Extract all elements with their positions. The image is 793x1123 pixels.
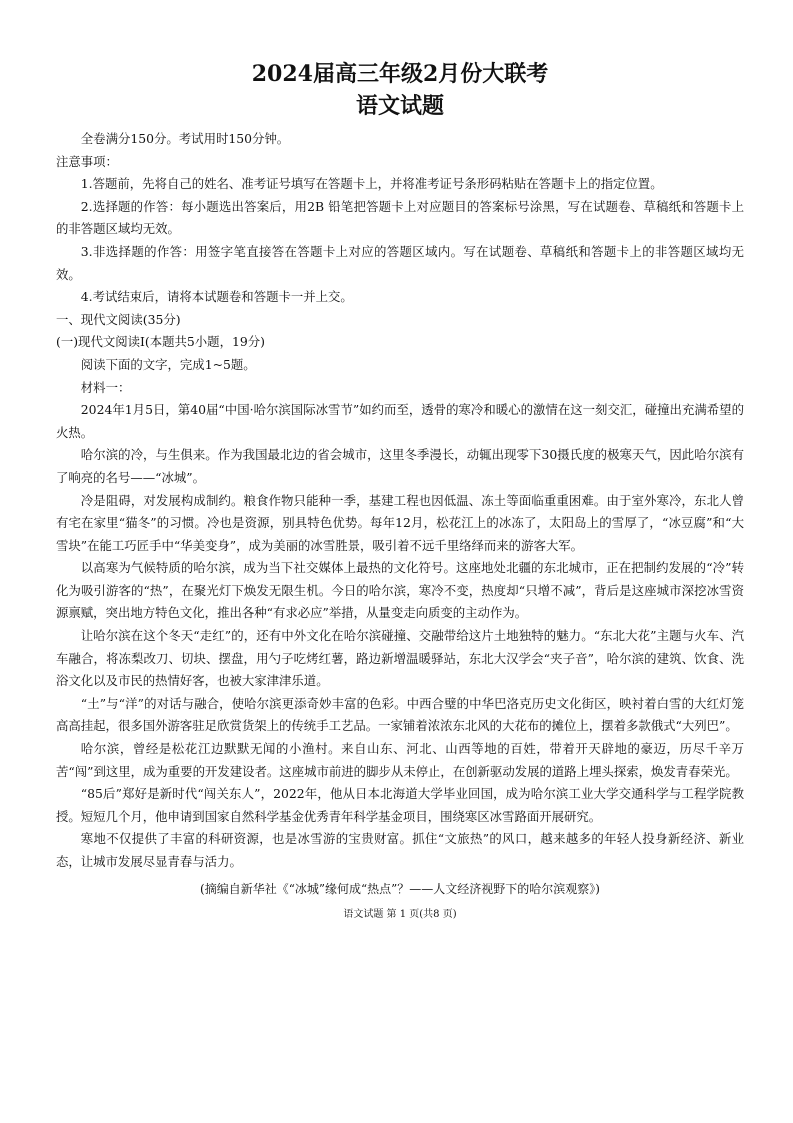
- notice-heading: 注意事项：: [56, 153, 118, 169]
- article-paragraph: 寒地不仅提供了丰富的科研资源，也是冰雪游的宝贵财富。抓住“文旅热”的风口，越来越多的年轻人投身新经济、新业态，让城市发展尽显青春与活力。: [56, 831, 744, 869]
- notice-item: 2.选择题的作答：每小题选出答案后，用2B 铅笔把答题卡上对应题目的答案标号涂黑，写在试题卷、草稿纸和答题卡上的非答题区域均无效。: [56, 198, 744, 237]
- material-label: 材料一：: [80, 379, 131, 395]
- notice-item: 4.考试结束后，请将本试题卷和答题卡一并上交。: [80, 289, 353, 305]
- article-source: (摘编自新华社《“冰城”缘何成“热点”？——人文经济视野下的哈尔滨观察》): [200, 881, 600, 896]
- exam-page: [56, 58, 744, 927]
- article-paragraph: 冷是阻碍，对发展构成制约。粮食作物只能种一季，基建工程也因低温、冻土等面临重重困难。由于室外寒冷，东北人曾有宅在家里“猫冬”的习惯。冷也是资源，别具特色优势。每年12月，松花江上的冰冻了，太阳岛上的雪厚了，“冰豆腐”和“大雪块”在能工巧匠手中“华美变身”，成为美丽的冰雪胜景，吸引着不远千里络绎而来的游客大军。: [56, 492, 744, 553]
- article-paragraph: 让哈尔滨在这个冬天“走红”的，还有中外文化在哈尔滨碰撞、交融带给这片土地独特的魅力。“东北大花”主题与火车、汽车融合，将冻梨改刀、切块、摆盘，用勺子吃烤红薯，路边新增温暖驿站，东北大汉学会“夹子音”，哈尔滨的建筑、饮食、洗浴文化以及市民的热情好客，也被大家津津乐道。: [56, 628, 744, 689]
- subsection-heading: (一)现代文阅读Ⅰ(本题共5小题，19分): [56, 334, 265, 350]
- article-paragraph: 哈尔滨的冷，与生俱来。作为我国最北边的省会城市，这里冬季漫长，动辄出现零下30摄氏度的极寒天气，因此哈尔滨有了响亮的名号——“冰城”。: [56, 447, 744, 485]
- page-footer: 语文试题 第 1 页(共8 页): [343, 909, 457, 921]
- article-paragraph: 以高寒为气候特质的哈尔滨，成为当下社交媒体上最热的文化符号。这座地处北疆的东北城市，正在把制约发展的“冷”转化为吸引游客的“热”，在聚光灯下焕发无限生机。今日的哈尔滨，寒冷不变，热度却“只增不减”，背后是这座城市深挖冰雪资源禀赋，突出地方特色文化，推出各种“有求必应”举措，从量变走向质变的主动作为。: [56, 560, 744, 621]
- notice-item: 3.非选择题的作答：用签字笔直接答在答题卡上对应的答题区域内。写在试题卷、草稿纸和答题卡上的非答题区域均无效。: [56, 243, 744, 282]
- score-info: 全卷满分150分。考试用时150分钟。: [80, 131, 290, 146]
- subject-title: 语文试题: [355, 93, 444, 119]
- article-paragraph: 哈尔滨，曾经是松花江边默默无闻的小渔村。来自山东、河北、山西等地的百姓，带着开天辟地的豪迈，历尽千辛万苦“闯”到这里，成为重要的开发建设者。这座城市前进的脚步从未停止，在创新驱动发展的道路上埋头探索，焕发青春荣光。: [56, 741, 744, 779]
- exam-title: 2024届高三年级2月份大联考: [251, 61, 549, 87]
- section-heading: 一、现代文阅读(35分): [56, 311, 181, 327]
- article-paragraph: “土”与“洋”的对话与融合，使哈尔滨更添奇妙丰富的色彩。中西合璧的中华巴洛克历史文化街区，映衬着白雪的大红灯笼高高挂起，很多国外游客驻足欣赏货架上的传统手工艺品。一家铺着浓浓东北风的大花布的摊位上，摆着多款俄式“大列巴”。: [56, 695, 744, 734]
- notice-item: 1.答题前，先将自己的姓名、准考证号填写在答题卡上，并将准考证号条形码粘贴在答题卡上的指定位置。: [80, 176, 663, 192]
- reading-instruction: 阅读下面的文字，完成1~5题。: [80, 356, 256, 372]
- article-paragraph: “85后”郑好是新时代“闯关东人”，2022年，他从日本北海道大学毕业回国，成为哈尔滨工业大学交通科学与工程学院教授。短短几个月，他申请到国家自然科学基金优秀青年科学基金项目，围绕寒区冰雪路面开展研究。: [56, 786, 744, 824]
- article-paragraph: 2024年1月5日，第40届“中国·哈尔滨国际冰雪节”如约而至，透骨的寒冷和暖心的激情在这一刻交汇，碰撞出充满希望的火热。: [56, 402, 744, 440]
